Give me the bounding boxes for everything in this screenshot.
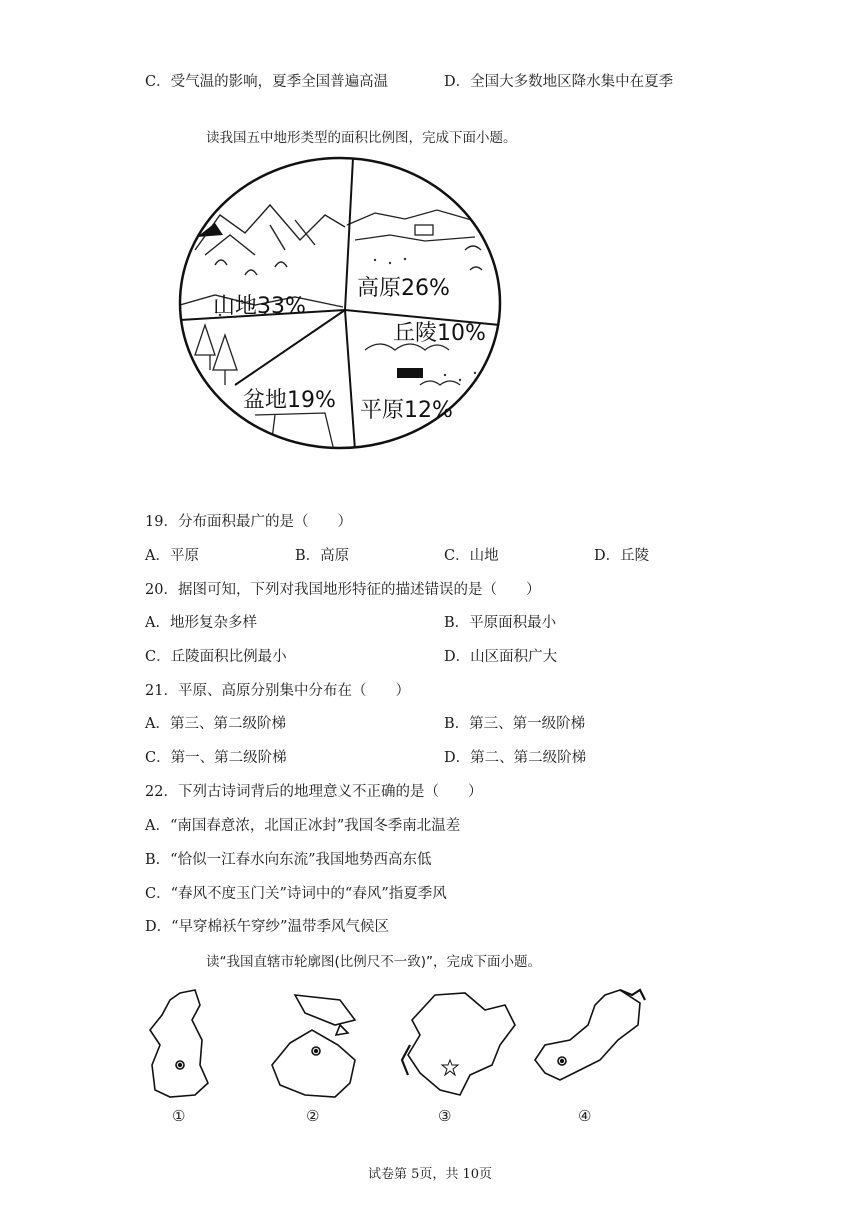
- map-outline-1: [150, 990, 208, 1097]
- map-label-3: ③: [438, 1107, 452, 1125]
- map-outline-3: [408, 993, 515, 1095]
- q22-option-a: A．“南国春意浓，北国正冰封”我国冬季南北温差: [145, 818, 461, 834]
- q20-option-d: D．山区面积广大: [444, 649, 558, 665]
- q19-option-a: A．平原: [145, 548, 199, 564]
- q20-option-c: C．丘陵面积比例最小: [145, 649, 287, 665]
- map-label-4: ④: [578, 1107, 592, 1125]
- q21-option-d: D．第二、第二级阶梯: [444, 750, 587, 766]
- q21-option-a: A．第三、第二级阶梯: [145, 716, 286, 732]
- terrain-pie-figure: [175, 155, 505, 455]
- q22-stem: 22．下列古诗词背后的地理意义不正确的是（ ）: [145, 784, 483, 800]
- q19-option-d: D．丘陵: [594, 548, 650, 564]
- q19-option-b: B．高原: [295, 548, 350, 564]
- map-outline-2b: [272, 1030, 355, 1097]
- q20-option-a: A．地形复杂多样: [145, 615, 257, 631]
- q22-option-c: C．“春风不度玉门关”诗词中的“春风”指夏季风: [145, 886, 447, 902]
- q22-option-b: B．“恰似一江春水向东流”我国地势西高东低: [145, 852, 432, 868]
- pie-label-plain: 平原12%: [360, 398, 453, 423]
- map-label-1: ①: [172, 1107, 186, 1125]
- q21-option-b: B．第三、第一级阶梯: [444, 716, 586, 732]
- q22-option-d: D．“早穿棉袄午穿纱”温带季风气候区: [145, 919, 389, 935]
- plateau-sketch-icon: [347, 210, 482, 270]
- intro-terrain-chart: 读我国五中地形类型的面积比例图，完成下面小题。: [206, 130, 517, 146]
- map-outline-4: [535, 990, 640, 1080]
- prev-option-c: C．受气温的影响，夏季全国普遍高温: [145, 74, 389, 90]
- q20-option-b: B．平原面积最小: [444, 615, 557, 631]
- mountain-sketch-icon: [180, 205, 345, 307]
- municipality-maps-figure: [140, 985, 660, 1130]
- q19-stem: 19．分布面积最广的是（ ）: [145, 514, 352, 530]
- pie-label-mountain: 山地33%: [213, 294, 306, 319]
- pie-label-plateau: 高原26%: [357, 276, 450, 301]
- hills-sketch-icon: [365, 344, 460, 385]
- page-footer: 试卷第 5页，共 10页: [367, 1167, 493, 1182]
- prev-option-d: D．全国大多数地区降水集中在夏季: [444, 74, 674, 90]
- q21-option-c: C．第一、第二级阶梯: [145, 750, 287, 766]
- q19-option-c: C．山地: [444, 548, 499, 564]
- map-label-2: ②: [306, 1107, 320, 1125]
- pie-label-hill: 丘陵10%: [393, 321, 486, 346]
- pie-label-basin: 盆地19%: [243, 388, 336, 413]
- q20-stem: 20．据图可知，下列对我国地形特征的描述错误的是（ ）: [145, 582, 541, 598]
- intro-municipality-maps: 读“我国直辖市轮廓图(比例尺不一致)”，完成下面小题。: [206, 954, 542, 970]
- q21-stem: 21．平原、高原分别集中分布在（ ）: [145, 683, 410, 699]
- map-outline-2: [295, 995, 355, 1025]
